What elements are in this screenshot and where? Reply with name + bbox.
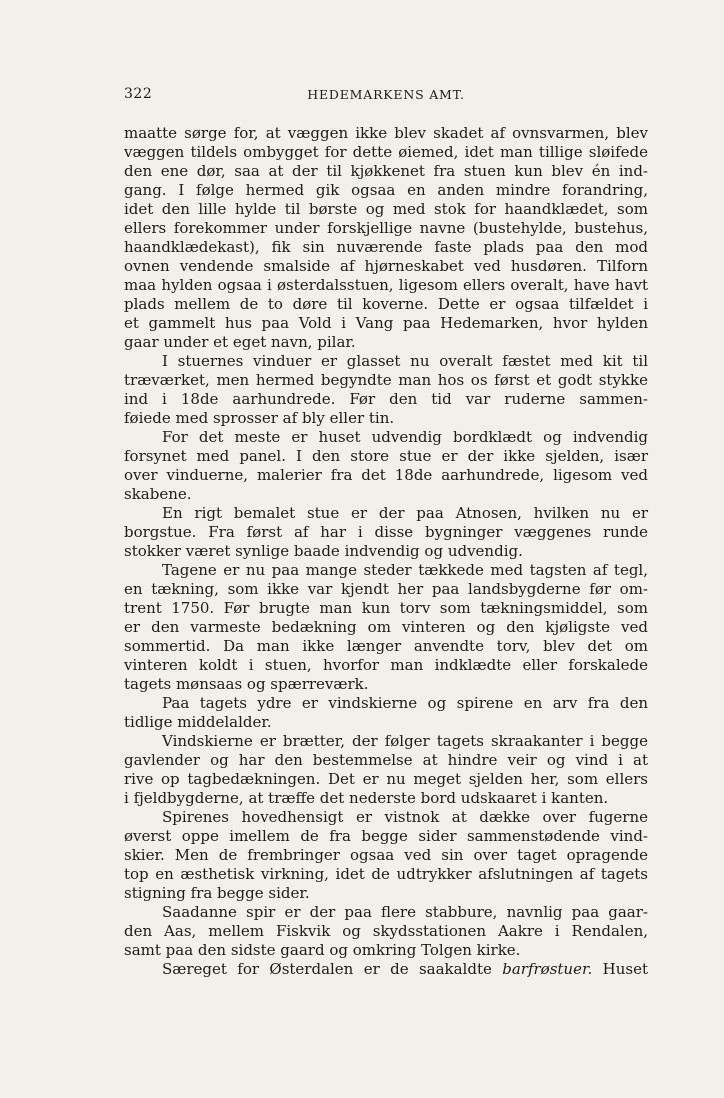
text-line: rive op tagbedækningen. Det er nu meget sjelden her, som ellers: [124, 770, 648, 788]
text-line: Tagene er nu paa mange steder tækkede med tagsten af tegl,: [162, 561, 648, 579]
text-line: trent 1750. Før brugte man kun torv som tækningsmiddel, som: [124, 599, 648, 617]
text-line: ind i 18de aarhundrede. Før den tid var ruderne sammen-: [124, 390, 648, 408]
final-text-line: [124, 960, 648, 979]
italic-term: barfrøstuer.: [502, 960, 593, 978]
text-line: den ene dør, saa at der til kjøkkenet fra stuen kun blev én ind-: [124, 162, 648, 180]
text-line: et gammelt hus paa Vold i Vang paa Hedemarken, hvor hylden: [124, 314, 648, 332]
text-line: stigning fra begge sider.: [124, 884, 310, 902]
text-line: over vinduerne, malerier fra det 18de aarhundrede, ligesom ved: [124, 466, 648, 484]
text-line: Spirenes hovedhensigt er vistnok at dække over fugerne: [162, 808, 648, 826]
text-line: maa hylden ogsaa i østerdalsstuen, ligesom ellers overalt, have havt: [124, 276, 648, 294]
text-line: en tækning, som ikke var kjendt her paa landsbygderne før om-: [124, 580, 648, 598]
text-line: den Aas, mellem Fiskvik og skydsstationen Aakre i Rendalen,: [124, 922, 648, 940]
final-line-continuation: Huset: [602, 960, 648, 978]
text-line: føiede med sprosser af bly eller tin.: [124, 409, 395, 427]
text-line: maatte sørge for, at væggen ikke blev skadet af ovnsvarmen, blev: [124, 124, 648, 142]
text-line: idet den lille hylde til børste og med stok for haandklædet, som: [124, 200, 648, 218]
text-line: i fjeldbygderne, at træffe det nederste bord udskaaret i kanten.: [124, 789, 609, 807]
text-line: gavlender og har den bestemmelse at hindre veir og vind i at: [124, 751, 648, 769]
text-line: top en æsthetisk virkning, idet de udtrykker afslutningen af tagets: [124, 865, 648, 883]
text-line: ellers forekommer under forskjellige navne (bustehylde, bustehus,: [124, 219, 648, 237]
text-line: samt paa den sidste gaard og omkring Tolgen kirke.: [124, 941, 521, 959]
text-line: gang. I følge hermed gik ogsaa en anden mindre forandring,: [124, 181, 648, 199]
text-line: væggen tildels ombygget for dette øiemed, idet man tillige sløifede: [124, 143, 648, 161]
text-line: En rigt bemalet stue er der paa Atnosen, hvilken nu er: [162, 504, 648, 522]
text-line: træværket, men hermed begyndte man hos os først et godt stykke: [124, 371, 648, 389]
text-line: Paa tagets ydre er vindskierne og spirene en arv fra den: [162, 694, 648, 712]
text-line: For det meste er huset udvendig bordklædt og indvendig: [162, 428, 648, 446]
text-line: I stuernes vinduer er glasset nu overalt fæstet med kit til: [162, 352, 648, 370]
text-line: vinteren koldt i stuen, hvorfor man indklædte eller forskalede: [124, 656, 648, 674]
text-line: tidlige middelalder.: [124, 713, 272, 731]
text-line: øverst oppe imellem de fra begge sider sammenstødende vind-: [124, 827, 648, 845]
text-line: Vindskierne er brætter, der følger tagets skraakanter i begge: [162, 732, 648, 750]
header-title: HEDEMARKENS AMT.: [307, 87, 465, 102]
text-line: skier. Men de frembringer ogsaa ved sin over taget opragende: [124, 846, 648, 864]
text-line: Saadanne spir er der paa flere stabbure, navnlig paa gaar-: [162, 903, 648, 921]
text-line: stokker været synlige baade indvendig og udvendig.: [124, 542, 523, 560]
final-line-text: Særeget for Østerdalen er de saakaldte: [162, 960, 492, 978]
text-line: haandklædekast), fik sin nuværende faste plads paa den mod: [124, 238, 648, 256]
text-line: borgstue. Fra først af har i disse bygninger væggenes runde: [124, 523, 648, 541]
text-line: gaar under et eget navn, pilar.: [124, 333, 356, 351]
page-number: 322: [124, 86, 153, 102]
text-line: plads mellem de to døre til koverne. Dette er ogsaa tilfældet i: [124, 295, 648, 313]
text-line: er den varmeste bedækning om vinteren og den kjøligste ved: [124, 618, 648, 636]
running-head: [124, 86, 648, 108]
body-text: [124, 124, 648, 979]
text-line: forsynet med panel. I den store stue er der ikke sjelden, især: [124, 447, 648, 465]
text-line: tagets mønsaas og spærreværk.: [124, 675, 369, 693]
text-line: skabene.: [124, 485, 192, 503]
text-line: ovnen vendende smalside af hjørneskabet ved husdøren. Tilforn: [124, 257, 648, 275]
text-line: sommertid. Da man ikke længer anvendte torv, blev det om: [124, 637, 648, 655]
